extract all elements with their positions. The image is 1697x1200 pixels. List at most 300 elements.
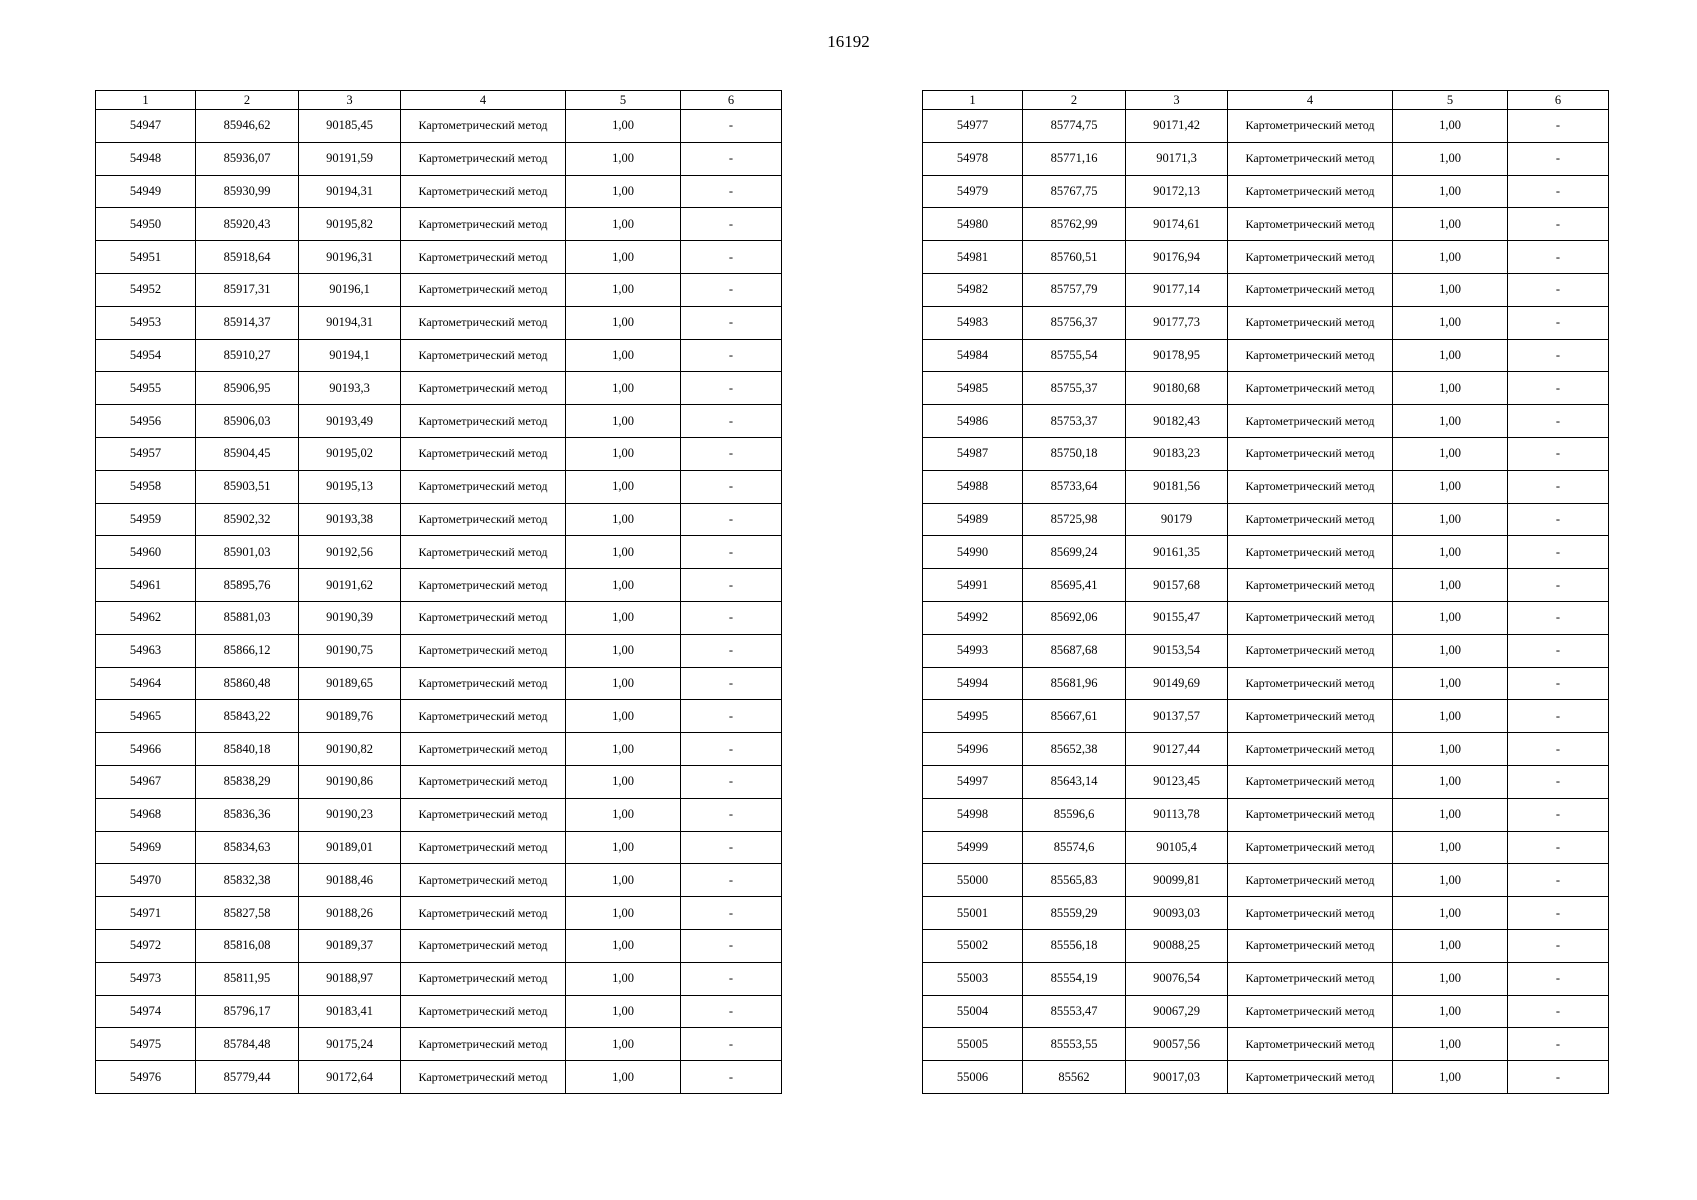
note-cell: - (1508, 798, 1609, 831)
x-coordinate-cell: 85687,68 (1023, 634, 1126, 667)
accuracy-cell: 1,00 (1393, 733, 1508, 766)
method-cell: Картометрический метод (1228, 208, 1393, 241)
point-number-cell: 55002 (923, 929, 1023, 962)
y-coordinate-cell: 90076,54 (1126, 962, 1228, 995)
x-coordinate-cell: 85554,19 (1023, 962, 1126, 995)
table-row (923, 175, 1609, 208)
note-cell: - (681, 569, 782, 602)
table-row (923, 110, 1609, 143)
y-coordinate-cell: 90172,64 (299, 1061, 401, 1094)
y-coordinate-cell: 90127,44 (1126, 733, 1228, 766)
accuracy-cell: 1,00 (1393, 962, 1508, 995)
x-coordinate-cell: 85756,37 (1023, 306, 1126, 339)
point-number-cell: 54961 (96, 569, 196, 602)
point-number-cell: 54969 (96, 831, 196, 864)
note-cell: - (1508, 175, 1609, 208)
accuracy-cell: 1,00 (1393, 864, 1508, 897)
x-coordinate-cell: 85779,44 (196, 1061, 299, 1094)
y-coordinate-cell: 90174,61 (1126, 208, 1228, 241)
x-coordinate-cell: 85565,83 (1023, 864, 1126, 897)
table-row (96, 208, 782, 241)
x-coordinate-cell: 85755,37 (1023, 372, 1126, 405)
point-number-cell: 54966 (96, 733, 196, 766)
method-cell: Картометрический метод (401, 700, 566, 733)
y-coordinate-cell: 90182,43 (1126, 405, 1228, 438)
point-number-cell: 54993 (923, 634, 1023, 667)
method-cell: Картометрический метод (1228, 405, 1393, 438)
note-cell: - (681, 372, 782, 405)
note-cell: - (681, 273, 782, 306)
point-number-cell: 54958 (96, 470, 196, 503)
y-coordinate-cell: 90153,54 (1126, 634, 1228, 667)
method-cell: Картометрический метод (401, 208, 566, 241)
y-coordinate-cell: 90194,31 (299, 175, 401, 208)
note-cell: - (681, 339, 782, 372)
method-cell: Картометрический метод (1228, 995, 1393, 1028)
x-coordinate-cell: 85784,48 (196, 1028, 299, 1061)
y-coordinate-cell: 90190,39 (299, 601, 401, 634)
point-number-cell: 55004 (923, 995, 1023, 1028)
x-coordinate-cell: 85906,03 (196, 405, 299, 438)
accuracy-cell: 1,00 (566, 601, 681, 634)
note-cell: - (681, 306, 782, 339)
accuracy-cell: 1,00 (1393, 700, 1508, 733)
method-cell: Картометрический метод (1228, 175, 1393, 208)
y-coordinate-cell: 90196,31 (299, 241, 401, 274)
method-cell: Картометрический метод (1228, 929, 1393, 962)
column-header-4: 4 (401, 91, 566, 110)
table-row (96, 372, 782, 405)
y-coordinate-cell: 90099,81 (1126, 864, 1228, 897)
accuracy-cell: 1,00 (566, 831, 681, 864)
point-number-cell: 54955 (96, 372, 196, 405)
x-coordinate-cell: 85553,47 (1023, 995, 1126, 1028)
x-coordinate-cell: 85936,07 (196, 142, 299, 175)
note-cell: - (681, 470, 782, 503)
accuracy-cell: 1,00 (566, 798, 681, 831)
table-row (923, 1028, 1609, 1061)
y-coordinate-cell: 90067,29 (1126, 995, 1228, 1028)
table-row (923, 864, 1609, 897)
note-cell: - (1508, 667, 1609, 700)
note-cell: - (681, 536, 782, 569)
point-number-cell: 54988 (923, 470, 1023, 503)
note-cell: - (1508, 110, 1609, 143)
note-cell: - (681, 798, 782, 831)
method-cell: Картометрический метод (1228, 831, 1393, 864)
method-cell: Картометрический метод (1228, 1061, 1393, 1094)
table-row (96, 503, 782, 536)
accuracy-cell: 1,00 (566, 470, 681, 503)
point-number-cell: 54965 (96, 700, 196, 733)
table-row (96, 798, 782, 831)
x-coordinate-cell: 85840,18 (196, 733, 299, 766)
method-cell: Картометрический метод (1228, 536, 1393, 569)
note-cell: - (681, 733, 782, 766)
point-number-cell: 54952 (96, 273, 196, 306)
note-cell: - (1508, 1061, 1609, 1094)
y-coordinate-cell: 90179 (1126, 503, 1228, 536)
accuracy-cell: 1,00 (566, 273, 681, 306)
method-cell: Картометрический метод (1228, 700, 1393, 733)
accuracy-cell: 1,00 (1393, 831, 1508, 864)
x-coordinate-cell: 85843,22 (196, 700, 299, 733)
method-cell: Картометрический метод (1228, 110, 1393, 143)
y-coordinate-cell: 90196,1 (299, 273, 401, 306)
table-row (923, 306, 1609, 339)
y-coordinate-cell: 90189,37 (299, 929, 401, 962)
y-coordinate-cell: 90171,42 (1126, 110, 1228, 143)
note-cell: - (681, 142, 782, 175)
y-coordinate-cell: 90171,3 (1126, 142, 1228, 175)
table-row (96, 273, 782, 306)
point-number-cell: 54992 (923, 601, 1023, 634)
accuracy-cell: 1,00 (566, 1028, 681, 1061)
x-coordinate-cell: 85834,63 (196, 831, 299, 864)
method-cell: Картометрический метод (401, 765, 566, 798)
point-number-cell: 54953 (96, 306, 196, 339)
table-row (923, 765, 1609, 798)
table-row (96, 470, 782, 503)
table-row (96, 339, 782, 372)
point-number-cell: 54962 (96, 601, 196, 634)
table-row (923, 798, 1609, 831)
note-cell: - (681, 897, 782, 930)
x-coordinate-cell: 85914,37 (196, 306, 299, 339)
table-row (96, 110, 782, 143)
table-row (96, 864, 782, 897)
column-header-6: 6 (681, 91, 782, 110)
x-coordinate-cell: 85681,96 (1023, 667, 1126, 700)
table-row (923, 831, 1609, 864)
note-cell: - (1508, 372, 1609, 405)
point-number-cell: 54997 (923, 765, 1023, 798)
accuracy-cell: 1,00 (566, 962, 681, 995)
y-coordinate-cell: 90177,14 (1126, 273, 1228, 306)
method-cell: Картометрический метод (1228, 765, 1393, 798)
accuracy-cell: 1,00 (1393, 372, 1508, 405)
x-coordinate-cell: 85901,03 (196, 536, 299, 569)
y-coordinate-cell: 90188,26 (299, 897, 401, 930)
y-coordinate-cell: 90194,1 (299, 339, 401, 372)
accuracy-cell: 1,00 (566, 897, 681, 930)
table-row (96, 733, 782, 766)
table-row (923, 733, 1609, 766)
y-coordinate-cell: 90191,59 (299, 142, 401, 175)
note-cell: - (1508, 142, 1609, 175)
method-cell: Картометрический метод (1228, 667, 1393, 700)
x-coordinate-cell: 85946,62 (196, 110, 299, 143)
accuracy-cell: 1,00 (1393, 1061, 1508, 1094)
x-coordinate-cell: 85725,98 (1023, 503, 1126, 536)
note-cell: - (1508, 536, 1609, 569)
table-row (923, 634, 1609, 667)
x-coordinate-cell: 85920,43 (196, 208, 299, 241)
x-coordinate-cell: 85910,27 (196, 339, 299, 372)
table-row (96, 1028, 782, 1061)
column-header-5: 5 (1393, 91, 1508, 110)
point-number-cell: 54963 (96, 634, 196, 667)
accuracy-cell: 1,00 (566, 667, 681, 700)
x-coordinate-cell: 85553,55 (1023, 1028, 1126, 1061)
coordinates-table-left (95, 90, 782, 1094)
x-coordinate-cell: 85811,95 (196, 962, 299, 995)
method-cell: Картометрический метод (1228, 798, 1393, 831)
table-row (923, 601, 1609, 634)
x-coordinate-cell: 85881,03 (196, 601, 299, 634)
table-row (96, 306, 782, 339)
y-coordinate-cell: 90189,01 (299, 831, 401, 864)
y-coordinate-cell: 90181,56 (1126, 470, 1228, 503)
y-coordinate-cell: 90195,13 (299, 470, 401, 503)
table-row (96, 1061, 782, 1094)
note-cell: - (1508, 995, 1609, 1028)
accuracy-cell: 1,00 (1393, 634, 1508, 667)
table-row (96, 601, 782, 634)
note-cell: - (681, 864, 782, 897)
point-number-cell: 54948 (96, 142, 196, 175)
x-coordinate-cell: 85827,58 (196, 897, 299, 930)
point-number-cell: 55003 (923, 962, 1023, 995)
table-row (923, 142, 1609, 175)
note-cell: - (1508, 208, 1609, 241)
point-number-cell: 54957 (96, 437, 196, 470)
x-coordinate-cell: 85796,17 (196, 995, 299, 1028)
table-row (96, 831, 782, 864)
table-row (96, 241, 782, 274)
y-coordinate-cell: 90088,25 (1126, 929, 1228, 962)
method-cell: Картометрический метод (401, 241, 566, 274)
accuracy-cell: 1,00 (566, 995, 681, 1028)
point-number-cell: 54954 (96, 339, 196, 372)
point-number-cell: 54986 (923, 405, 1023, 438)
x-coordinate-cell: 85574,6 (1023, 831, 1126, 864)
method-cell: Картометрический метод (401, 372, 566, 405)
x-coordinate-cell: 85832,38 (196, 864, 299, 897)
method-cell: Картометрический метод (401, 733, 566, 766)
y-coordinate-cell: 90172,13 (1126, 175, 1228, 208)
table-row (923, 897, 1609, 930)
y-coordinate-cell: 90149,69 (1126, 667, 1228, 700)
y-coordinate-cell: 90191,62 (299, 569, 401, 602)
method-cell: Картометрический метод (1228, 569, 1393, 602)
table-row (923, 470, 1609, 503)
point-number-cell: 54984 (923, 339, 1023, 372)
y-coordinate-cell: 90161,35 (1126, 536, 1228, 569)
point-number-cell: 54973 (96, 962, 196, 995)
note-cell: - (1508, 765, 1609, 798)
method-cell: Картометрический метод (1228, 601, 1393, 634)
method-cell: Картометрический метод (401, 175, 566, 208)
x-coordinate-cell: 85667,61 (1023, 700, 1126, 733)
method-cell: Картометрический метод (401, 437, 566, 470)
point-number-cell: 55001 (923, 897, 1023, 930)
note-cell: - (1508, 437, 1609, 470)
accuracy-cell: 1,00 (566, 700, 681, 733)
note-cell: - (681, 405, 782, 438)
table-header-row (923, 91, 1609, 110)
accuracy-cell: 1,00 (1393, 339, 1508, 372)
column-header-3: 3 (299, 91, 401, 110)
method-cell: Картометрический метод (401, 831, 566, 864)
x-coordinate-cell: 85695,41 (1023, 569, 1126, 602)
note-cell: - (681, 110, 782, 143)
point-number-cell: 54989 (923, 503, 1023, 536)
point-number-cell: 54977 (923, 110, 1023, 143)
note-cell: - (1508, 503, 1609, 536)
method-cell: Картометрический метод (1228, 142, 1393, 175)
note-cell: - (681, 667, 782, 700)
y-coordinate-cell: 90017,03 (1126, 1061, 1228, 1094)
method-cell: Картометрический метод (1228, 503, 1393, 536)
table-row (96, 405, 782, 438)
y-coordinate-cell: 90137,57 (1126, 700, 1228, 733)
accuracy-cell: 1,00 (566, 437, 681, 470)
note-cell: - (681, 437, 782, 470)
note-cell: - (681, 175, 782, 208)
x-coordinate-cell: 85816,08 (196, 929, 299, 962)
y-coordinate-cell: 90192,56 (299, 536, 401, 569)
method-cell: Картометрический метод (1228, 864, 1393, 897)
x-coordinate-cell: 85838,29 (196, 765, 299, 798)
method-cell: Картометрический метод (401, 634, 566, 667)
y-coordinate-cell: 90183,41 (299, 995, 401, 1028)
point-number-cell: 54971 (96, 897, 196, 930)
x-coordinate-cell: 85562 (1023, 1061, 1126, 1094)
x-coordinate-cell: 85699,24 (1023, 536, 1126, 569)
note-cell: - (1508, 929, 1609, 962)
point-number-cell: 54990 (923, 536, 1023, 569)
note-cell: - (681, 765, 782, 798)
accuracy-cell: 1,00 (566, 405, 681, 438)
table-row (96, 437, 782, 470)
y-coordinate-cell: 90105,4 (1126, 831, 1228, 864)
table-row (923, 405, 1609, 438)
x-coordinate-cell: 85556,18 (1023, 929, 1126, 962)
point-number-cell: 54974 (96, 995, 196, 1028)
y-coordinate-cell: 90190,23 (299, 798, 401, 831)
method-cell: Картометрический метод (1228, 1028, 1393, 1061)
method-cell: Картометрический метод (1228, 634, 1393, 667)
method-cell: Картометрический метод (1228, 339, 1393, 372)
table-row (96, 536, 782, 569)
y-coordinate-cell: 90189,65 (299, 667, 401, 700)
table-header-row (96, 91, 782, 110)
column-header-4: 4 (1228, 91, 1393, 110)
method-cell: Картометрический метод (401, 142, 566, 175)
y-coordinate-cell: 90190,82 (299, 733, 401, 766)
accuracy-cell: 1,00 (566, 503, 681, 536)
column-header-6: 6 (1508, 91, 1609, 110)
method-cell: Картометрический метод (401, 962, 566, 995)
table-row (96, 569, 782, 602)
table-row (96, 765, 782, 798)
accuracy-cell: 1,00 (566, 175, 681, 208)
method-cell: Картометрический метод (1228, 470, 1393, 503)
method-cell: Картометрический метод (401, 995, 566, 1028)
note-cell: - (1508, 733, 1609, 766)
x-coordinate-cell: 85755,54 (1023, 339, 1126, 372)
point-number-cell: 54950 (96, 208, 196, 241)
x-coordinate-cell: 85917,31 (196, 273, 299, 306)
table-row (96, 897, 782, 930)
method-cell: Картометрический метод (401, 273, 566, 306)
table-row (96, 962, 782, 995)
point-number-cell: 55005 (923, 1028, 1023, 1061)
method-cell: Картометрический метод (401, 864, 566, 897)
table-row (96, 634, 782, 667)
note-cell: - (1508, 241, 1609, 274)
x-coordinate-cell: 85903,51 (196, 470, 299, 503)
note-cell: - (681, 208, 782, 241)
accuracy-cell: 1,00 (1393, 175, 1508, 208)
accuracy-cell: 1,00 (566, 569, 681, 602)
x-coordinate-cell: 85753,37 (1023, 405, 1126, 438)
point-number-cell: 54995 (923, 700, 1023, 733)
accuracy-cell: 1,00 (1393, 405, 1508, 438)
accuracy-cell: 1,00 (566, 929, 681, 962)
accuracy-cell: 1,00 (1393, 470, 1508, 503)
point-number-cell: 54951 (96, 241, 196, 274)
method-cell: Картометрический метод (1228, 241, 1393, 274)
accuracy-cell: 1,00 (1393, 437, 1508, 470)
note-cell: - (1508, 569, 1609, 602)
y-coordinate-cell: 90113,78 (1126, 798, 1228, 831)
x-coordinate-cell: 85757,79 (1023, 273, 1126, 306)
y-coordinate-cell: 90188,46 (299, 864, 401, 897)
note-cell: - (681, 503, 782, 536)
y-coordinate-cell: 90157,68 (1126, 569, 1228, 602)
table-row (923, 929, 1609, 962)
note-cell: - (681, 831, 782, 864)
x-coordinate-cell: 85596,6 (1023, 798, 1126, 831)
y-coordinate-cell: 90193,49 (299, 405, 401, 438)
accuracy-cell: 1,00 (1393, 995, 1508, 1028)
method-cell: Картометрический метод (1228, 306, 1393, 339)
note-cell: - (681, 634, 782, 667)
method-cell: Картометрический метод (1228, 733, 1393, 766)
y-coordinate-cell: 90180,68 (1126, 372, 1228, 405)
x-coordinate-cell: 85652,38 (1023, 733, 1126, 766)
accuracy-cell: 1,00 (1393, 667, 1508, 700)
note-cell: - (1508, 1028, 1609, 1061)
column-header-3: 3 (1126, 91, 1228, 110)
method-cell: Картометрический метод (401, 1028, 566, 1061)
table-row (923, 503, 1609, 536)
table-row (923, 372, 1609, 405)
accuracy-cell: 1,00 (1393, 110, 1508, 143)
table-row (96, 700, 782, 733)
table-row (923, 437, 1609, 470)
accuracy-cell: 1,00 (566, 634, 681, 667)
accuracy-cell: 1,00 (566, 765, 681, 798)
method-cell: Картометрический метод (401, 929, 566, 962)
point-number-cell: 54972 (96, 929, 196, 962)
table-row (96, 142, 782, 175)
x-coordinate-cell: 85692,06 (1023, 601, 1126, 634)
y-coordinate-cell: 90178,95 (1126, 339, 1228, 372)
table-row (923, 536, 1609, 569)
point-number-cell: 54994 (923, 667, 1023, 700)
x-coordinate-cell: 85774,75 (1023, 110, 1126, 143)
y-coordinate-cell: 90176,94 (1126, 241, 1228, 274)
coordinates-table-right (922, 90, 1609, 1094)
table-row (923, 241, 1609, 274)
y-coordinate-cell: 90194,31 (299, 306, 401, 339)
point-number-cell: 54998 (923, 798, 1023, 831)
point-number-cell: 54947 (96, 110, 196, 143)
y-coordinate-cell: 90193,3 (299, 372, 401, 405)
